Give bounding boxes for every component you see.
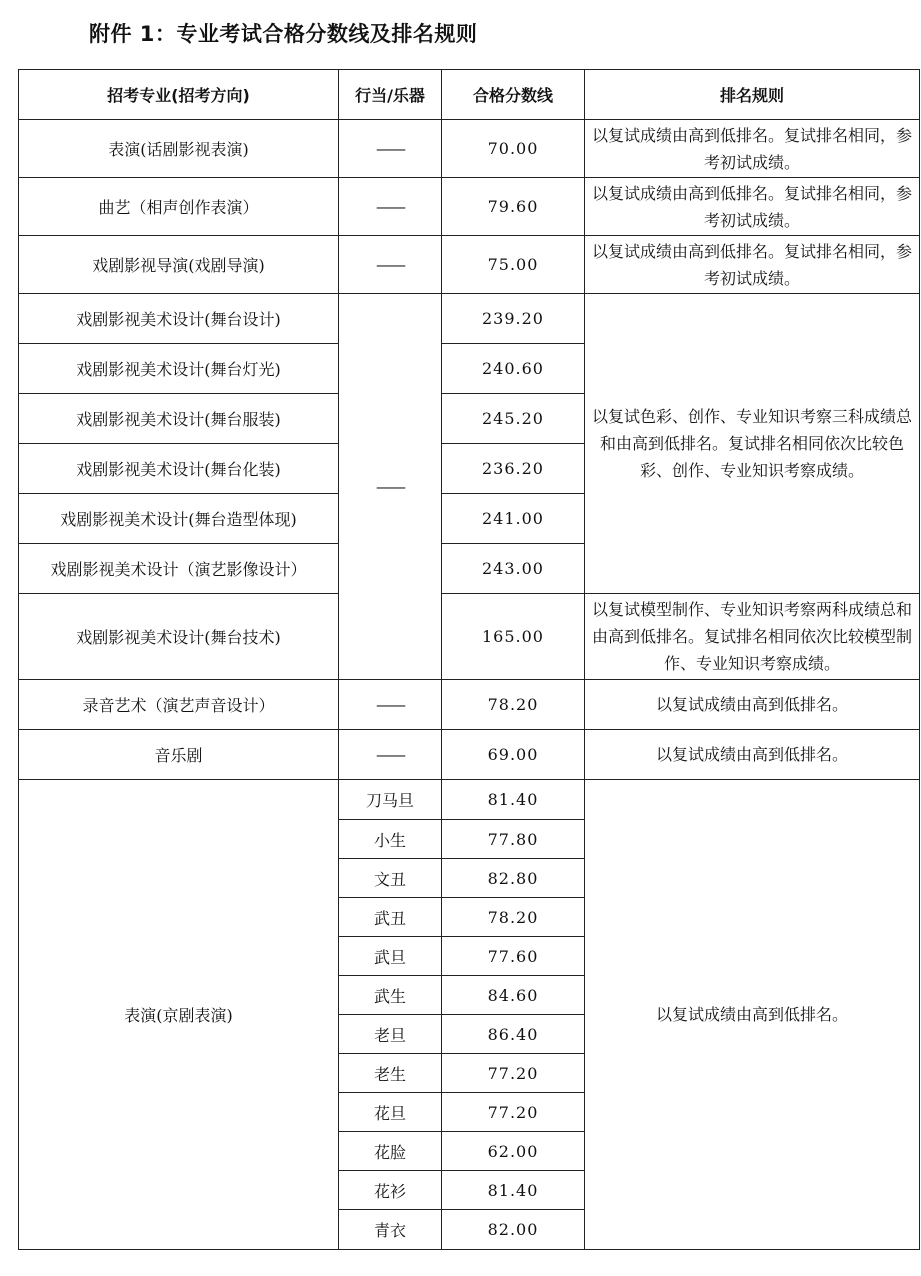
role-cell: —— [339, 294, 442, 680]
score-table [18, 69, 920, 1250]
score-cell: 77.20 [442, 1093, 585, 1132]
score-cell: 86.40 [442, 1015, 585, 1054]
major-cell: 戏剧影视美术设计(舞台技术) [19, 594, 339, 680]
rule-cell: 以复试成绩由高到低排名。 [585, 730, 920, 780]
role-cell: 武生 [339, 976, 442, 1015]
role-cell: —— [339, 680, 442, 730]
role-cell: 武旦 [339, 937, 442, 976]
major-cell: 录音艺术（演艺声音设计） [19, 680, 339, 730]
role-cell: 武丑 [339, 898, 442, 937]
role-cell: 花旦 [339, 1093, 442, 1132]
major-cell: 戏剧影视美术设计(舞台服装) [19, 394, 339, 444]
score-cell: 84.60 [442, 976, 585, 1015]
role-cell: 花衫 [339, 1171, 442, 1210]
table-row [19, 294, 920, 344]
role-cell: —— [339, 178, 442, 236]
score-cell: 62.00 [442, 1132, 585, 1171]
score-cell: 79.60 [442, 178, 585, 236]
header-score: 合格分数线 [442, 70, 585, 120]
role-cell: 花脸 [339, 1132, 442, 1171]
score-cell: 241.00 [442, 494, 585, 544]
score-cell: 81.40 [442, 780, 585, 820]
table-row [19, 680, 920, 730]
score-cell: 70.00 [442, 120, 585, 178]
major-cell: 戏剧影视导演(戏剧导演) [19, 236, 339, 294]
page-title: 附件 1：专业考试合格分数线及排名规则 [89, 22, 478, 46]
rule-cell: 以复试成绩由高到低排名。 [585, 680, 920, 730]
table-row [19, 594, 920, 680]
major-cell: 音乐剧 [19, 730, 339, 780]
score-cell: 81.40 [442, 1171, 585, 1210]
score-cell: 165.00 [442, 594, 585, 680]
rule-cell: 以复试成绩由高到低排名。复试排名相同，参考初试成绩。 [585, 120, 920, 178]
rule-cell: 以复试成绩由高到低排名。 [585, 780, 920, 1250]
role-cell: 小生 [339, 820, 442, 859]
table-row [19, 120, 920, 178]
major-cell: 表演(话剧影视表演) [19, 120, 339, 178]
role-cell: 刀马旦 [339, 780, 442, 820]
major-cell: 戏剧影视美术设计(舞台化装) [19, 444, 339, 494]
rule-cell: 以复试色彩、创作、专业知识考察三科成绩总和由高到低排名。复试排名相同依次比较色彩、创作、专业知识考察成绩。 [585, 294, 920, 594]
major-cell: 戏剧影视美术设计(舞台灯光) [19, 344, 339, 394]
rule-cell: 以复试模型制作、专业知识考察两科成绩总和由高到低排名。复试排名相同依次比较模型制作、专业知识考察成绩。 [585, 594, 920, 680]
score-cell: 240.60 [442, 344, 585, 394]
table-header-row [19, 70, 920, 120]
role-cell: —— [339, 120, 442, 178]
table-row [19, 780, 920, 820]
header-rule: 排名规则 [585, 70, 920, 120]
header-major: 招考专业(招考方向) [19, 70, 339, 120]
score-cell: 243.00 [442, 544, 585, 594]
role-cell: —— [339, 236, 442, 294]
rule-cell: 以复试成绩由高到低排名。复试排名相同，参考初试成绩。 [585, 236, 920, 294]
major-cell: 表演(京剧表演) [19, 780, 339, 1250]
score-cell: 69.00 [442, 730, 585, 780]
major-cell: 戏剧影视美术设计（演艺影像设计） [19, 544, 339, 594]
score-cell: 78.20 [442, 680, 585, 730]
major-cell: 戏剧影视美术设计(舞台造型体现) [19, 494, 339, 544]
score-cell: 75.00 [442, 236, 585, 294]
table-row [19, 730, 920, 780]
score-cell: 236.20 [442, 444, 585, 494]
score-cell: 82.00 [442, 1210, 585, 1250]
role-cell: —— [339, 730, 442, 780]
role-cell: 文丑 [339, 859, 442, 898]
score-cell: 77.60 [442, 937, 585, 976]
major-cell: 戏剧影视美术设计(舞台设计) [19, 294, 339, 344]
role-cell: 老生 [339, 1054, 442, 1093]
major-cell: 曲艺（相声创作表演） [19, 178, 339, 236]
score-cell: 245.20 [442, 394, 585, 444]
score-cell: 77.20 [442, 1054, 585, 1093]
score-cell: 82.80 [442, 859, 585, 898]
score-cell: 78.20 [442, 898, 585, 937]
role-cell: 青衣 [339, 1210, 442, 1250]
table-row [19, 178, 920, 236]
table-row [19, 236, 920, 294]
score-cell: 77.80 [442, 820, 585, 859]
header-role: 行当/乐器 [339, 70, 442, 120]
rule-cell: 以复试成绩由高到低排名。复试排名相同，参考初试成绩。 [585, 178, 920, 236]
score-cell: 239.20 [442, 294, 585, 344]
role-cell: 老旦 [339, 1015, 442, 1054]
